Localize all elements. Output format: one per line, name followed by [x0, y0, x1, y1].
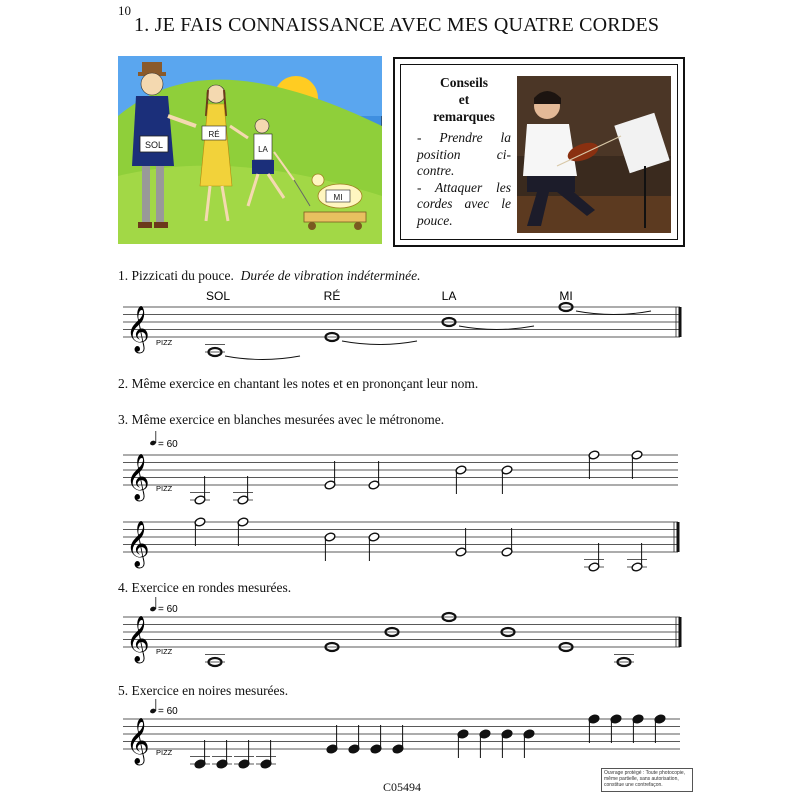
- exercise-4-label: 4. Exercice en rondes mesurées.: [118, 580, 292, 595]
- treble-clef-icon: 𝄞: [126, 719, 150, 763]
- pizz-marking: PIZZ: [156, 647, 173, 656]
- svg-text:RÉ: RÉ: [208, 130, 220, 139]
- treble-clef-icon: 𝄞: [126, 455, 150, 499]
- catalog-number: C05494: [383, 780, 422, 794]
- tip-item: - Attaquer les cordes avec le pouce.: [417, 179, 511, 228]
- treble-clef-icon: 𝄞: [126, 617, 150, 661]
- string-name-re: RÉ: [323, 289, 341, 303]
- pizz-marking: PIZZ: [156, 484, 173, 493]
- exercise-2-label: 2. Même exercice en chantant les notes et en prononçant leur nom.: [118, 376, 479, 391]
- tip-item: - Prendre la position ci-contre.: [417, 130, 511, 178]
- tempo-marking: = 60: [158, 439, 178, 450]
- tips-heading: Conseils et remarques: [433, 75, 495, 124]
- page-number: 10: [118, 3, 131, 18]
- string-name-sol: SOL: [205, 289, 231, 303]
- copyright-notice: Ouvrage protégé : Toute photocopie, même partielle, sans autorisation, constitue une contrefaçon.: [601, 768, 693, 792]
- exercise-5-label: 5. Exercice en noires mesurées.: [118, 683, 289, 698]
- string-name-la: LA: [441, 289, 457, 303]
- vibration-tie: [342, 341, 417, 345]
- treble-clef-icon: 𝄞: [126, 307, 150, 351]
- svg-text:LA: LA: [258, 145, 268, 154]
- svg-text:MI: MI: [333, 193, 343, 202]
- pizz-marking: PIZZ: [156, 338, 173, 347]
- tempo-marking: = 60: [158, 604, 178, 615]
- tempo-marking: = 60: [158, 706, 178, 717]
- exercise-3-label: 3. Même exercice en blanches mesurées avec le métronome.: [118, 412, 445, 427]
- string-name-mi: MI: [559, 289, 573, 303]
- treble-clef-icon: 𝄞: [126, 522, 150, 566]
- svg-text:SOL: SOL: [144, 140, 164, 150]
- vibration-tie: [459, 326, 534, 330]
- page-title: 1. JE FAIS CONNAISSANCE AVEC MES QUATRE CORDES: [134, 14, 660, 36]
- pizz-marking: PIZZ: [156, 748, 173, 757]
- vibration-tie: [225, 356, 300, 360]
- exercise-1-label: 1. Pizzicati du pouce. Durée de vibration indéterminée.: [118, 268, 421, 283]
- vibration-tie: [576, 311, 651, 315]
